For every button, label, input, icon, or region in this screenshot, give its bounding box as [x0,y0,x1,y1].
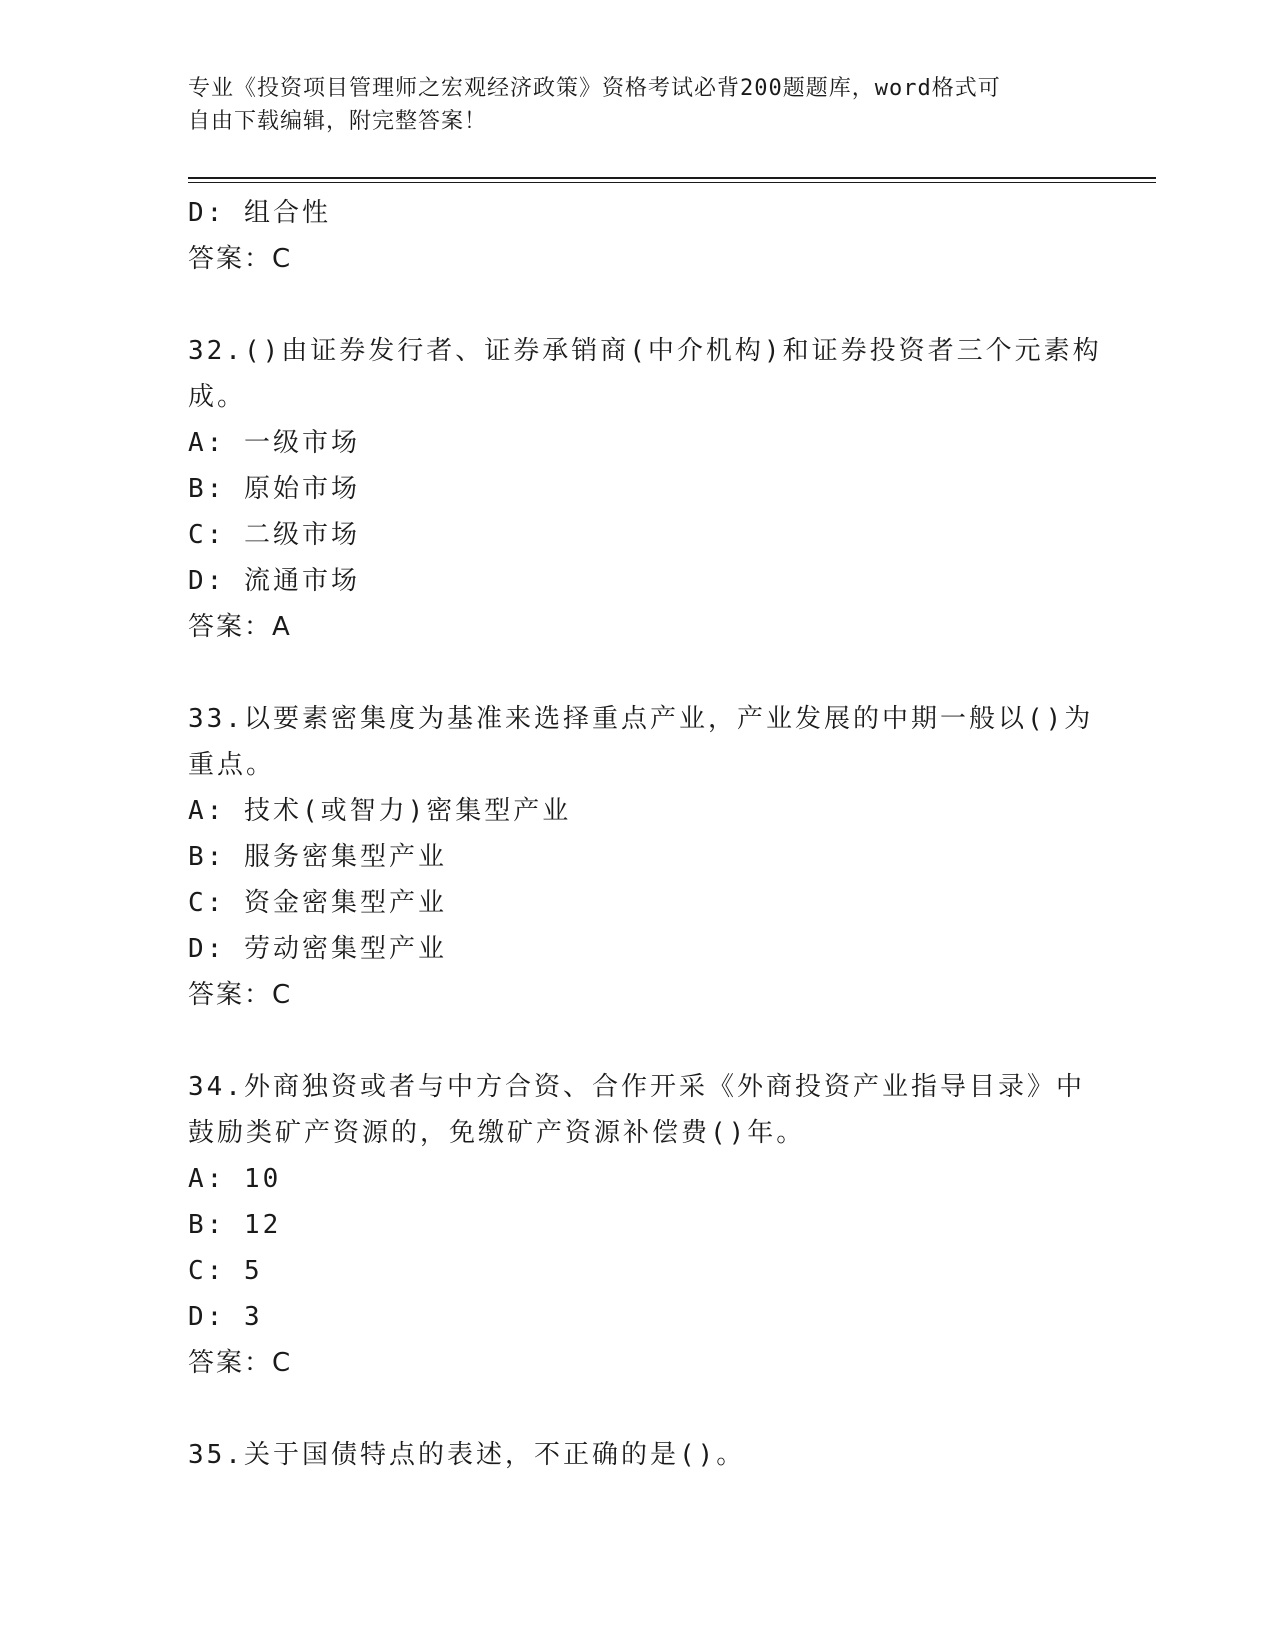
question-text-line-2: 鼓励类矿产资源的，免缴矿产资源补偿费()年。 [188,1118,806,1148]
option-c: C: 5 [188,1256,263,1286]
question-text-line-1: 35.关于国债特点的表述，不正确的是()。 [188,1440,746,1470]
question-text-line-1: 33.以要素密集度为基准来选择重点产业，产业发展的中期一般以()为 [188,704,1094,734]
question-text-line-1: 34.外商独资或者与中方合资、合作开采《外商投资产业指导目录》中 [188,1072,1085,1102]
question-text-line-2: 重点。 [188,750,276,780]
option-d: D: 流通市场 [188,566,360,596]
answer: 答案：C [188,980,293,1010]
document-header [188,72,1088,138]
question-32 [188,328,1102,650]
question-text-line-2: 成。 [188,382,247,412]
answer: 答案：C [188,244,293,274]
option-a: A: 10 [188,1164,282,1194]
question-list [188,190,1102,1478]
option-a: A: 一级市场 [188,428,360,458]
option-a: A: 技术(或智力)密集型产业 [188,796,572,826]
header-divider-thin [188,182,1156,183]
option-d: D: 组合性 [188,198,331,228]
answer: 答案：C [188,1348,293,1378]
question-text-line-1: 32.()由证券发行者、证券承销商(中介机构)和证券投资者三个元素构 [188,336,1102,366]
option-b: B: 12 [188,1210,282,1240]
question-35 [188,1432,1088,1478]
question-33 [188,696,1094,1018]
header-line-2: 自由下载编辑，附完整答案！ [188,109,488,134]
question-34 [188,1064,1088,1386]
option-d: D: 3 [188,1302,263,1332]
answer: 答案：A [188,612,292,642]
option-d: D: 劳动密集型产业 [188,934,447,964]
header-divider-thick [188,177,1156,179]
option-c: C: 二级市场 [188,520,360,550]
option-b: B: 服务密集型产业 [188,842,447,872]
header-line-1: 专业《投资项目管理师之宏观经济政策》资格考试必背200题题库，word格式可 [188,76,1001,101]
option-c: C: 资金密集型产业 [188,888,447,918]
option-b: B: 原始市场 [188,474,360,504]
